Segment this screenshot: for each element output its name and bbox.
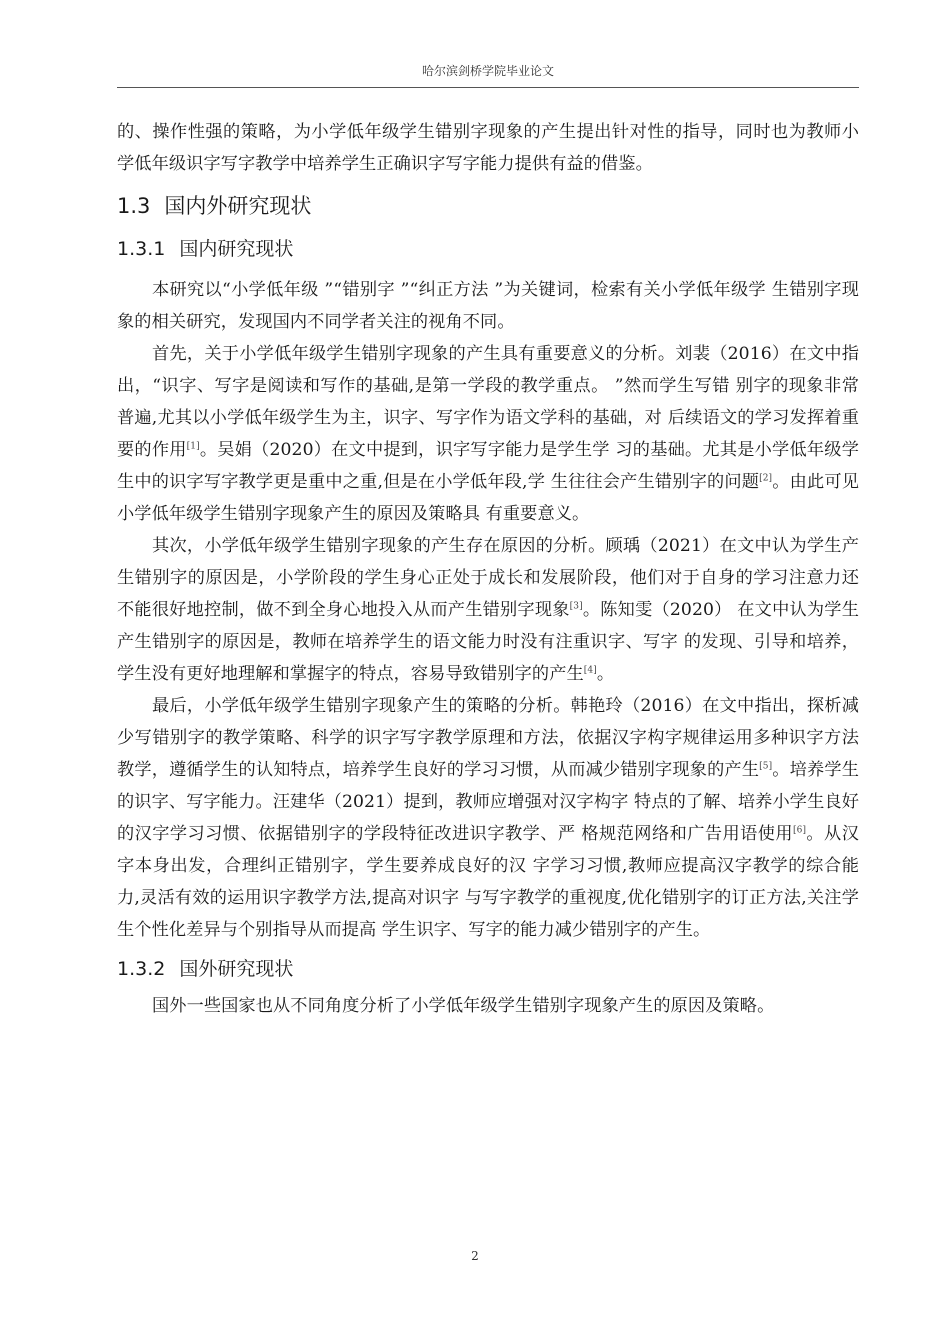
paragraph-text: 。从汉字本身出发，合理纠正错别字，学生要养成良好的汉 字学习习惯,教师应提高汉字教学的综合能力,灵活有效的运用识字教学方法,提高对识字 与写字教学的重视度,优化错别字的订正方法,关注学生个性化差异与个别指导从而提高 学生识字、写字的能力减少错别字的产生。 bbox=[117, 824, 859, 940]
citation-ref: [3] bbox=[569, 601, 583, 612]
page-body bbox=[117, 116, 859, 1022]
section-title: 国内外研究现状 bbox=[164, 194, 312, 218]
running-header: 哈尔滨剑桥学院毕业论文 bbox=[421, 64, 554, 78]
citation-ref: [2] bbox=[759, 473, 773, 484]
header-divider bbox=[117, 87, 859, 88]
subsection-title: 国内研究现状 bbox=[179, 238, 294, 260]
paragraph-text: 其次，小学低年级学生错别字现象的产生存在原因的分析。顾瑀（2021）在文中认为学生产生错别字的原因是，小学阶段的学生身心正处于成长和发展阶段，他们对于自身的学习注意力还不能很好地控制，做不到全身心地投入从而产生错别字现象 bbox=[117, 536, 859, 620]
section-heading-1-3-2 bbox=[117, 954, 859, 984]
citation-ref: [4] bbox=[583, 665, 597, 676]
paragraph-text: 。培养学生的识字、写字能力。汪建华（2021）提到，教师应增强对汉字构字 特点的了解、培养小学生良好的汉字学习习惯、依据错别字的学段特征改进识字教学、严 格规范网络和广告用语使用 bbox=[117, 760, 859, 844]
paragraph-strategies bbox=[117, 690, 859, 946]
paragraph-causes bbox=[117, 530, 859, 690]
subsection-number: 1.3.2 bbox=[117, 958, 166, 980]
subsection-number: 1.3.1 bbox=[117, 238, 166, 260]
paragraph-text: 。 bbox=[596, 664, 615, 684]
section-number: 1.3 bbox=[117, 194, 151, 218]
paragraph-text: 最后，小学低年级学生错别字现象产生的策略的分析。韩艳玲（2016）在文中指出，探析减少写错别字的教学策略、科学的识字写字教学原理和方法，依据汉字构字规律运用多种识字方法教学，遵循学生的认知特点，培养学生良好的学习习惯，从而减少错别字现象的产生 bbox=[117, 696, 859, 780]
citation-ref: [5] bbox=[759, 761, 773, 772]
intro-paragraph: 的、操作性强的策略，为小学低年级学生错别字现象的产生提出针对性的指导，同时也为教师小学低年级识字写字教学中培养学生正确识字写字能力提供有益的借鉴。 bbox=[117, 122, 859, 174]
paragraph-text: 。陈知雯（2020） 在文中认为学生产生错别字的原因是，教师在培养学生的语文能力时没有注重识字、写字 的发现、引导和培养，学生没有更好地理解和掌握字的特点，容易导致错别字的产生 bbox=[117, 600, 859, 684]
section-heading-1-3 bbox=[117, 190, 859, 222]
section-heading-1-3-1 bbox=[117, 234, 859, 264]
paragraph-text: 首先，关于小学低年级学生错别字现象的产生具有重要意义的分析。刘裴（2016）在文中指出，“识字、写字是阅读和写作的基础,是第一学段的教学重点。 ”然而学生写错 别字的现象非常普遍,尤其以小学低年级学生为主，识字、写字作为语文学科的基础，对 后续语文的学习发挥着重要的作用 bbox=[117, 344, 859, 460]
citation-ref: [1] bbox=[186, 441, 200, 452]
paragraph-text: 。由此可见小学低年级学生错别字现象产生的原因及策略具 有重要意义。 bbox=[117, 472, 859, 524]
page-number: 2 bbox=[471, 1249, 479, 1263]
citation-ref: [6] bbox=[793, 825, 807, 836]
paragraph-significance bbox=[117, 338, 859, 530]
paragraph-keywords: 本研究以“小学低年级 ”“错别字 ”“纠正方法 ”为关键词，检索有关小学低年级学 生错别字现象的相关研究，发现国内不同学者关注的视角不同。 bbox=[117, 280, 859, 332]
paragraph-text: 。吴娟（2020）在文中提到，识字写字能力是学生学 习的基础。尤其是小学低年级学生中的识字写字教学更是重中之重,但是在小学低年段,学 生往往会产生错别字的问题 bbox=[117, 440, 859, 492]
paragraph-foreign: 国外一些国家也从不同角度分析了小学低年级学生错别字现象产生的原因及策略。 bbox=[152, 996, 775, 1016]
subsection-title: 国外研究现状 bbox=[179, 958, 294, 980]
